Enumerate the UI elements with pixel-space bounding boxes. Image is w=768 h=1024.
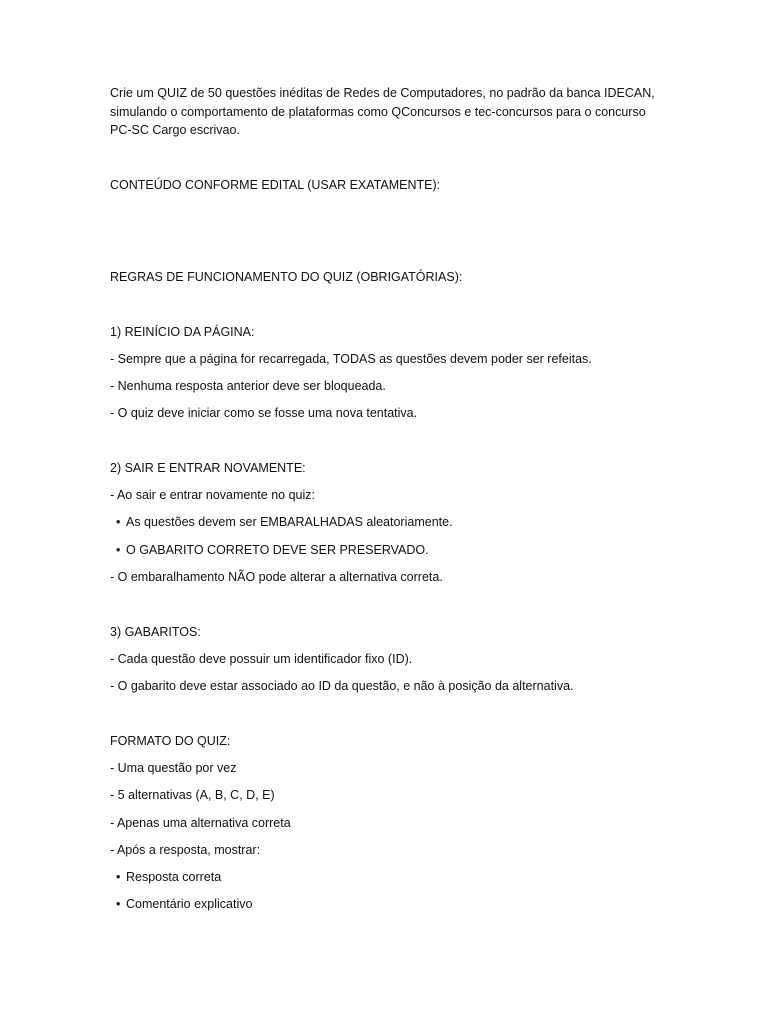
section3-item: - O gabarito deve estar associado ao ID da questão, e não à posição da alternativa. bbox=[110, 679, 574, 694]
format-title: FORMATO DO QUIZ: bbox=[110, 733, 231, 748]
section2-title: 2) SAIR E ENTRAR NOVAMENTE: bbox=[110, 460, 306, 475]
section1-item: - Sempre que a página for recarregada, TODAS as questões devem poder ser refeitas. bbox=[110, 351, 592, 366]
intro-paragraph: Crie um QUIZ de 50 questões inéditas de Redes de Computadores, no padrão da banca IDECAN, simulando o comportamento de plataformas como QConcursos e tec-concursos para o concurso PC-SC Cargo escrivao. bbox=[110, 86, 655, 137]
format-bullet bbox=[110, 868, 658, 887]
section1-item: - O quiz deve iniciar como se fosse uma nova tentativa. bbox=[110, 406, 418, 421]
section3-item: - Cada questão deve possuir um identificador fixo (ID). bbox=[110, 651, 413, 666]
format-bullet-text: Comentário explicativo bbox=[126, 897, 253, 912]
rules-heading: REGRAS DE FUNCIONAMENTO DO QUIZ (OBRIGATÓRIAS): bbox=[110, 270, 463, 284]
format-bullet bbox=[110, 895, 658, 914]
section2-bullet bbox=[110, 513, 658, 532]
bullet-icon: • bbox=[116, 542, 121, 557]
section1-title: 1) REINÍCIO DA PÁGINA: bbox=[110, 324, 255, 339]
section2-lead: - Ao sair e entrar novamente no quiz: bbox=[110, 488, 315, 503]
section1-item: - Nenhuma resposta anterior deve ser bloqueada. bbox=[110, 379, 386, 394]
section2-bullet-text: O GABARITO CORRETO DEVE SER PRESERVADO. bbox=[126, 542, 429, 557]
format-item: - Apenas uma alternativa correta bbox=[110, 815, 291, 830]
format-item: - Após a resposta, mostrar: bbox=[110, 842, 261, 857]
edital-heading: CONTEÚDO CONFORME EDITAL (USAR EXATAMENTE): bbox=[110, 177, 441, 192]
format-item: - 5 alternativas (A, B, C, D, E) bbox=[110, 788, 275, 803]
section2-bullet bbox=[110, 541, 658, 560]
section3-title: 3) GABARITOS: bbox=[110, 624, 201, 639]
format-bullet-text: Resposta correta bbox=[126, 870, 222, 885]
bullet-icon: • bbox=[116, 515, 121, 530]
format-item: - Uma questão por vez bbox=[110, 760, 237, 775]
section2-tail: - O embaralhamento NÃO pode alterar a alternativa correta. bbox=[110, 570, 443, 585]
bullet-icon: • bbox=[116, 897, 121, 912]
document-body bbox=[110, 84, 658, 923]
bullet-icon: • bbox=[116, 870, 121, 885]
section2-bullet-text: As questões devem ser EMBARALHADAS aleatoriamente. bbox=[126, 515, 453, 530]
